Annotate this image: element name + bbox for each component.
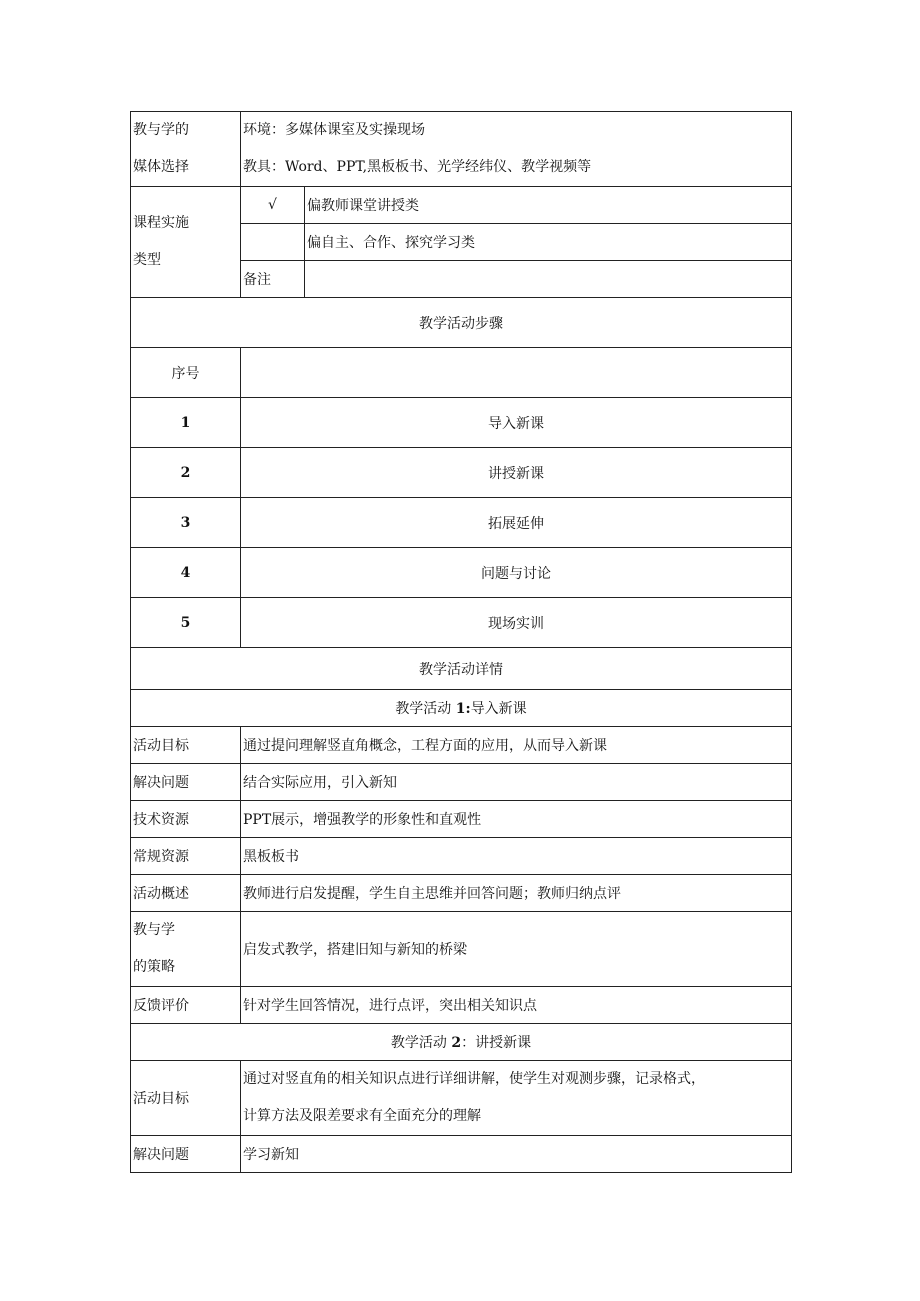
activity1-overview-row <box>131 875 792 912</box>
activity1-strategy-row <box>131 912 792 987</box>
activity2-title-row <box>131 1024 792 1061</box>
activity1-goal: 通过提问理解竖直角概念，工程方面的应用，从而导入新课 <box>241 727 792 764</box>
step-no: 1 <box>131 398 241 448</box>
activity2-goal-label: 活动目标 <box>131 1061 241 1136</box>
activity1-feedback-row <box>131 987 792 1024</box>
step-no: 3 <box>131 498 241 548</box>
course-type-note-label: 备注 <box>241 261 305 298</box>
activity2-problem-row <box>131 1136 792 1173</box>
details-title-row <box>131 648 792 690</box>
activity2-title-prefix: 教学活动 <box>390 1035 452 1051</box>
activity1-goal-row <box>131 727 792 764</box>
activity1-strategy-label-line2: 的策略 <box>133 959 175 975</box>
activity1-problem: 结合实际应用，引入新知 <box>241 764 792 801</box>
activity1-strategy-label <box>131 912 241 987</box>
steps-title-row <box>131 298 792 348</box>
media-tools: 教具：Word、PPT,黑板板书、光学经纬仪、教学视频等 <box>243 159 592 175</box>
step-row <box>131 398 792 448</box>
step-no: 2 <box>131 448 241 498</box>
course-type-label <box>131 187 241 298</box>
activity2-title-num: 2 <box>451 1035 462 1051</box>
activity1-feedback-label: 反馈评价 <box>131 987 241 1024</box>
activity2-goal-line2: 计算方法及限差要求有全面充分的理解 <box>243 1108 481 1124</box>
steps-title: 教学活动步骤 <box>131 298 792 348</box>
course-type-label-line1: 课程实施 <box>133 215 189 231</box>
course-type-option2-text: 偏自主、合作、探究学习类 <box>305 224 792 261</box>
activity2-goal <box>241 1061 792 1136</box>
step-name: 导入新课 <box>241 398 792 448</box>
media-row <box>131 112 792 187</box>
activity1-problem-label: 解决问题 <box>131 764 241 801</box>
step-no: 4 <box>131 548 241 598</box>
activity1-title-num: 1: <box>455 701 471 717</box>
activity2-title-suffix: ：讲授新课 <box>461 1035 532 1051</box>
step-row <box>131 598 792 648</box>
activity1-goal-label: 活动目标 <box>131 727 241 764</box>
activity1-normal-label: 常规资源 <box>131 838 241 875</box>
steps-header-no: 序号 <box>131 348 241 398</box>
steps-header-row <box>131 348 792 398</box>
course-type-label-line2: 类型 <box>133 252 161 268</box>
activity1-title-row <box>131 690 792 727</box>
step-row <box>131 548 792 598</box>
activity1-strategy: 启发式教学，搭建旧知与新知的桥梁 <box>241 912 792 987</box>
activity1-feedback: 针对学生回答情况，进行点评，突出相关知识点 <box>241 987 792 1024</box>
media-label <box>131 112 241 187</box>
step-name: 现场实训 <box>241 598 792 648</box>
activity2-goal-line1: 通过对竖直角的相关知识点进行详细讲解，使学生对观测步骤，记录格式， <box>243 1071 705 1087</box>
activity1-title-suffix: 导入新课 <box>470 701 527 717</box>
activity1-title <box>131 690 792 727</box>
step-row <box>131 448 792 498</box>
lesson-plan-table <box>130 111 792 1173</box>
media-environment: 环境：多媒体课室及实操现场 <box>243 122 425 138</box>
activity2-problem: 学习新知 <box>241 1136 792 1173</box>
activity1-tech: PPT展示，增强教学的形象性和直观性 <box>241 801 792 838</box>
course-type-note-value <box>305 261 792 298</box>
activity1-strategy-label-line1: 教与学 <box>133 922 175 938</box>
activity1-title-prefix: 教学活动 <box>395 701 456 717</box>
media-label-line2: 媒体选择 <box>133 159 189 175</box>
step-name: 讲授新课 <box>241 448 792 498</box>
course-type-option2-mark <box>241 224 305 261</box>
course-type-option1-mark: √ <box>241 187 305 224</box>
step-name: 问题与讨论 <box>241 548 792 598</box>
activity2-problem-label: 解决问题 <box>131 1136 241 1173</box>
lesson-plan-page <box>130 111 791 1173</box>
activity2-title <box>131 1024 792 1061</box>
step-name: 拓展延伸 <box>241 498 792 548</box>
course-type-option1-text: 偏教师课堂讲授类 <box>305 187 792 224</box>
media-label-line1: 教与学的 <box>133 122 189 138</box>
activity1-problem-row <box>131 764 792 801</box>
step-row <box>131 498 792 548</box>
activity1-normal-row <box>131 838 792 875</box>
media-content <box>241 112 792 187</box>
activity1-tech-row <box>131 801 792 838</box>
course-type-row-1 <box>131 187 792 224</box>
details-title: 教学活动详情 <box>131 648 792 690</box>
steps-header-content <box>241 348 792 398</box>
activity1-overview: 教师进行启发提醒，学生自主思维并回答问题；教师归纳点评 <box>241 875 792 912</box>
activity2-goal-row <box>131 1061 792 1136</box>
activity1-tech-label: 技术资源 <box>131 801 241 838</box>
activity1-normal: 黑板板书 <box>241 838 792 875</box>
activity1-overview-label: 活动概述 <box>131 875 241 912</box>
step-no: 5 <box>131 598 241 648</box>
